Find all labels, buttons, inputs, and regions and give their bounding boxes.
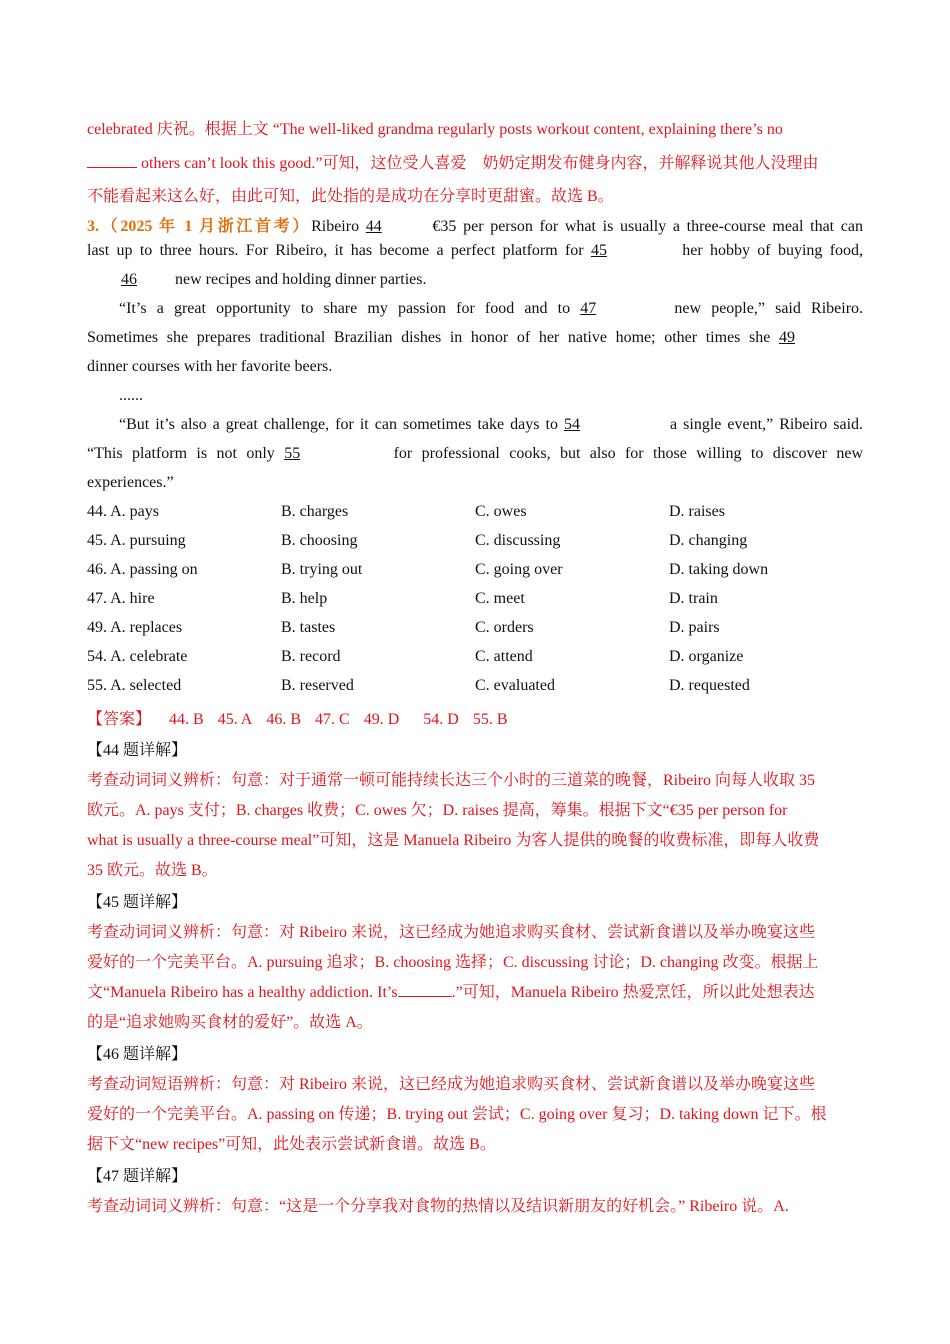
answer-item: 44. B: [169, 711, 204, 728]
detail-45-line: 文“Manuela Ribeiro has a healthy addiction. It’s: [87, 984, 398, 1001]
detail-44-line: what is usually a three-course meal”可知，这是 Manuela Ribeiro 为客人提供的晚餐的收费标准，即每人收费: [87, 832, 820, 849]
option: D. taking down: [669, 561, 769, 578]
option: B. trying out: [281, 561, 363, 578]
passage-text: experiences.”: [87, 474, 174, 491]
passage-text: last up to three hours. For Ribeiro, it has become a perfect platform for: [87, 242, 584, 259]
detail-45-line: 的是“追求她购买食材的爱好”。故选 A。: [87, 1014, 373, 1031]
option: D. changing: [669, 532, 748, 549]
option: D. train: [669, 590, 718, 607]
question-label: 3.（2025 年 1 月浙江首考）: [87, 218, 312, 235]
option: 54. A. celebrate: [87, 648, 188, 665]
passage-text: new people,” said Ribeiro.: [674, 300, 864, 317]
prev-line-2: others can’t look this good.”可知，这位受人喜爱 奶奶定期发布健身内容，并解释说其他人没理由: [141, 155, 819, 172]
passage-text: for professional cooks, but also for those willing to discover new: [393, 445, 864, 462]
blank-54: 54: [564, 416, 580, 433]
option: 44. A. pays: [87, 503, 159, 520]
answer-item: 45. A: [217, 711, 253, 728]
option: B. choosing: [281, 532, 358, 549]
detail-47-line: 考查动词词义辨析：句意：“这是一个分享我对食物的热情以及结识新朋友的好机会。” Ribeiro 说。A.: [87, 1198, 789, 1215]
passage-text: Sometimes she prepares traditional Brazilian dishes in honor of her native home; other times she: [87, 329, 771, 346]
passage-text: €35 per person for what is usually a three-course meal that can: [432, 218, 863, 235]
option: D. organize: [669, 648, 744, 665]
heading-44: 【44 题详解】: [87, 742, 188, 759]
detail-46-line: 爱好的一个完美平台。A. passing on 传递；B. trying out 尝试；C. going over 复习；D. taking down 记下。根: [87, 1106, 827, 1123]
option: C. evaluated: [475, 677, 555, 694]
answer-item: 54. D: [423, 711, 459, 728]
options-grid: [87, 497, 863, 700]
answer-item: 46. B: [266, 711, 302, 728]
passage-text: “It’s a great opportunity to share my passion for food and to: [119, 300, 571, 317]
prev-blank: [87, 153, 137, 168]
passage-text: “This platform is not only: [87, 445, 275, 462]
heading-46: 【46 题详解】: [87, 1046, 188, 1063]
detail-45-line: .”可知，Manuela Ribeiro 热爱烹饪，所以此处想表达: [451, 984, 815, 1001]
blank-46: 46: [121, 271, 137, 288]
passage-text: new recipes and holding dinner parties.: [175, 271, 427, 288]
blank-55: 55: [284, 445, 301, 462]
option: D. requested: [669, 677, 750, 694]
option: C. meet: [475, 590, 525, 607]
blank-44: 44: [365, 218, 382, 235]
blank-47: 47: [580, 300, 597, 317]
prev-line-3: 不能看起来这么好，由此可知，此处指的是成功在分享时更甜蜜。故选 B。: [87, 188, 614, 205]
answer-item: 55. B: [472, 711, 508, 728]
option: C. going over: [475, 561, 563, 578]
passage-text: “But it’s also a great challenge, for it can sometimes take days to: [119, 416, 558, 433]
answer-line: [87, 706, 863, 729]
answer-label: 【答案】: [87, 711, 152, 728]
passage-text: a single event,” Ribeiro said.: [670, 416, 864, 433]
option: D. raises: [669, 503, 725, 520]
blank-45: 45: [590, 242, 607, 259]
heading-47: 【47 题详解】: [87, 1168, 188, 1185]
prev-line-1a: celebrated 庆祝。根据上文: [87, 121, 269, 138]
option: 47. A. hire: [87, 590, 155, 607]
option: C. discussing: [475, 532, 561, 549]
detail-46-line: 据下文“new recipes”可知，此处表示尝试新食谱。故选 B。: [87, 1136, 496, 1153]
option: B. help: [281, 590, 328, 607]
option: 49. A. replaces: [87, 619, 183, 636]
option: C. orders: [475, 619, 534, 636]
ellipsis: ......: [119, 387, 143, 404]
option: C. attend: [475, 648, 533, 665]
heading-45: 【45 题详解】: [87, 894, 188, 911]
option: B. tastes: [281, 619, 336, 636]
detail-44-line: 欧元。A. pays 支付；B. charges 收费；C. owes 欠；D. raises 提高，筹集。根据下文“€35 per person for: [87, 802, 788, 819]
option: 46. A. passing on: [87, 561, 198, 578]
option: 45. A. pursuing: [87, 532, 186, 549]
answer-item: 49. D: [363, 711, 400, 728]
passage-text: Ribeiro: [311, 218, 360, 235]
detail-46-line: 考查动词短语辨析：句意：对 Ribeiro 来说，这已经成为她追求购买食材、尝试新食谱以及举办晚宴这些: [87, 1076, 815, 1093]
option: B. reserved: [281, 677, 354, 694]
option: 55. A. selected: [87, 677, 182, 694]
passage-text: dinner courses with her favorite beers.: [87, 358, 333, 375]
blank-49: 49: [779, 329, 796, 346]
detail-blank: [398, 982, 452, 997]
option: B. charges: [281, 503, 349, 520]
option: B. record: [281, 648, 341, 665]
option: D. pairs: [669, 619, 720, 636]
detail-45-line: 考查动词词义辨析：句意：对 Ribeiro 来说，这已经成为她追求购买食材、尝试新食谱以及举办晚宴这些: [87, 924, 815, 941]
option: C. owes: [475, 503, 527, 520]
answer-item: 47. C: [315, 711, 350, 728]
passage-text: her hobby of buying food,: [682, 242, 864, 259]
detail-44-line: 35 欧元。故选 B。: [87, 862, 218, 879]
prev-line-1b: “The well-liked grandma regularly posts workout content, explaining there’s no: [272, 121, 783, 138]
detail-44-line: 考查动词词义辨析：句意：对于通常一顿可能持续长达三个小时的三道菜的晚餐，Ribeiro 向每人收取 35: [87, 772, 815, 789]
detail-45-line: 爱好的一个完美平台。A. pursuing 追求；B. choosing 选择；C. discussing 讨论；D. changing 改变。根据上: [87, 954, 819, 971]
